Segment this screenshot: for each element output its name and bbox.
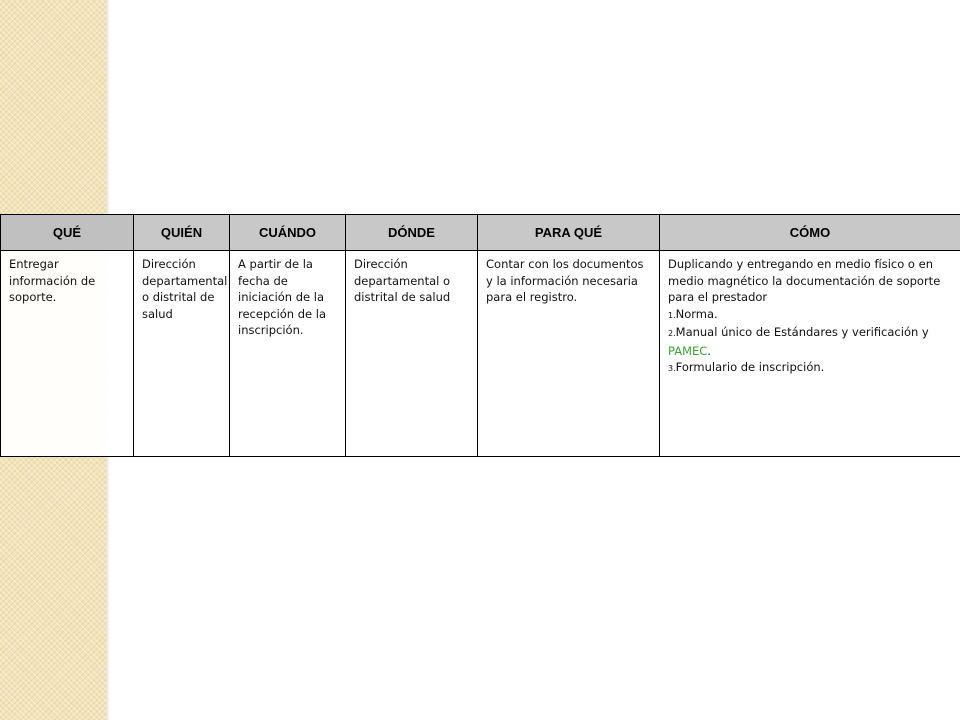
como-list [668, 306, 952, 378]
table-header-row [1, 215, 960, 251]
list-item-text: Manual único de Estándares y verificación y [675, 325, 929, 339]
list-item-number: 3. [668, 364, 676, 373]
list-item-text: Norma. [675, 306, 718, 321]
header-quien: QUIÉN [134, 215, 230, 251]
list-item-text: Formulario de inscripción. [675, 360, 825, 374]
list-item-tail: . [707, 343, 711, 358]
header-como: CÓMO [660, 215, 960, 251]
procedure-table [0, 214, 960, 457]
list-item-number: 1. [668, 310, 676, 320]
table-row [1, 251, 960, 457]
cell-como [660, 251, 960, 457]
header-donde: DÓNDE [346, 215, 478, 251]
list-item [668, 324, 952, 359]
header-para-que: PARA QUÉ [478, 215, 660, 251]
cell-que: Entregar información de soporte. [1, 251, 134, 457]
cell-cuando: A partir de la fecha de iniciación de la recepción de la inscripción. [230, 251, 346, 457]
pamec-highlight: PAMEC [668, 343, 708, 358]
header-cuando: CUÁNDO [230, 215, 346, 251]
cell-quien: Dirección departamental o distrital de salud [134, 251, 230, 457]
list-item [668, 359, 952, 378]
list-item-number: 2. [668, 329, 676, 338]
cell-para-que: Contar con los documentos y la información necesaria para el registro. [478, 251, 660, 457]
header-que: QUÉ [1, 215, 134, 251]
list-item [668, 306, 952, 325]
cell-donde: Dirección departamental o distrital de salud [346, 251, 478, 457]
como-intro: Duplicando y entregando en medio físico o en medio magnético la documentación de soporte para el prestador [668, 257, 941, 304]
